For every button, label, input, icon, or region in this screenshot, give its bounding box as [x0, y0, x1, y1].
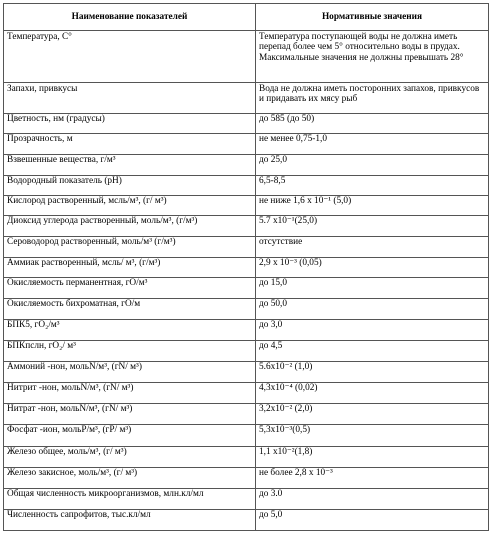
- normative-value: не ниже 1,6 х 10⁻¹ (5,0): [256, 196, 489, 216]
- normative-value: Вода не должна иметь посторонних запахов, привкусов и придавать их мясу рыб: [256, 83, 489, 114]
- table-row: [4, 176, 489, 196]
- indicator-name: Окисляемость бихроматная, гО/м: [4, 299, 256, 320]
- normative-value: до 585 (до 50): [256, 114, 489, 134]
- normative-value: 5,3х10⁻³(0,5): [256, 425, 489, 447]
- normative-value: до 4,5: [256, 341, 489, 362]
- indicator-name: Цветность, нм (градусы): [4, 114, 256, 134]
- normative-value: не менее 0,75-1,0: [256, 134, 489, 155]
- indicator-name: Численность сапрофитов, тыс.кл/мл: [4, 510, 256, 531]
- normative-value: 3,2х10⁻² (2,0): [256, 404, 489, 425]
- normative-value: до 50,0: [256, 299, 489, 320]
- table-row: [4, 468, 489, 489]
- normative-value: не более 2,8 х 10⁻³: [256, 468, 489, 489]
- indicator-name: Взвешенные вещества, г/м³: [4, 155, 256, 176]
- normative-value: до 3.0: [256, 489, 489, 510]
- table-row: [4, 83, 489, 114]
- table-row: [4, 510, 489, 531]
- table-row: [4, 425, 489, 447]
- table-row: [4, 258, 489, 278]
- indicator-name: Окисляемость перманентная, гО/м³: [4, 278, 256, 299]
- normative-value: 5.7 х10⁻¹(25,0): [256, 216, 489, 237]
- table-row: [4, 404, 489, 425]
- header-normative-value: Нормативные значения: [256, 4, 489, 31]
- normative-value: до 3,0: [256, 320, 489, 341]
- normative-value: 2,9 х 10⁻³ (0,05): [256, 258, 489, 278]
- table-header-row: [4, 4, 489, 31]
- indicator-name: Железо закисное, моль/м³, (г/ м³): [4, 468, 256, 489]
- table-row: [4, 362, 489, 383]
- table-row: [4, 383, 489, 404]
- table-row: [4, 299, 489, 320]
- table-row: [4, 237, 489, 258]
- normative-value: 5.6х10⁻² (1,0): [256, 362, 489, 383]
- table-row: [4, 134, 489, 155]
- table-row: [4, 155, 489, 176]
- indicator-name: Диоксид углерода растворенный, моль/м³, (г/м³): [4, 216, 256, 237]
- table-row: [4, 114, 489, 134]
- indicator-name: Железо общее, моль/м³, (г/ м³): [4, 447, 256, 468]
- table-row: [4, 31, 489, 83]
- indicator-name: Кислород растворенный, мсль/м³, (г/ м³): [4, 196, 256, 216]
- table-row: [4, 216, 489, 237]
- normative-value: отсутствие: [256, 237, 489, 258]
- indicator-name: БПК5, гО₂/м³: [4, 320, 256, 341]
- indicator-name: Температура, С°: [4, 31, 256, 83]
- normative-value: до 15,0: [256, 278, 489, 299]
- normative-value: Температура поступающей воды не должна иметь перепад более чем 5° относительно воды в прудах. Максимальные значения не должны превышать 28°: [256, 31, 489, 83]
- water-quality-norms-table: [3, 3, 489, 531]
- indicator-name: Аммоний -нон, мольN/м³, (гN/ м³): [4, 362, 256, 383]
- indicator-name: Прозрачность, м: [4, 134, 256, 155]
- indicator-name: БПКпслн, гО₂/ м³: [4, 341, 256, 362]
- indicator-name: Нитрит -нон, мольN/м³, (гN/ м³): [4, 383, 256, 404]
- table-row: [4, 341, 489, 362]
- table-row: [4, 278, 489, 299]
- indicator-name: Водородный показатель (pH): [4, 176, 256, 196]
- normative-value: 1,1 х10⁻²(1,8): [256, 447, 489, 468]
- table-row: [4, 196, 489, 216]
- indicator-name: Нитрат -нон, мольN/м³, (гN/ м³): [4, 404, 256, 425]
- indicator-name: Запахи, привкусы: [4, 83, 256, 114]
- indicator-name: Аммиак растворенный, мсль/ м³, (г/м³): [4, 258, 256, 278]
- normative-value: до 5,0: [256, 510, 489, 531]
- indicator-name: Фосфат -ион, мольР/м³, (гР/ м³): [4, 425, 256, 447]
- indicator-name: Общая численность микроорганизмов, млн.кл/мл: [4, 489, 256, 510]
- table-row: [4, 489, 489, 510]
- normative-value: 6,5-8,5: [256, 176, 489, 196]
- table-row: [4, 320, 489, 341]
- document-sheet: [3, 3, 488, 531]
- header-indicator-name: Наименование показателей: [4, 4, 256, 31]
- normative-value: до 25,0: [256, 155, 489, 176]
- normative-value: 4,3х10⁻⁴ (0,02): [256, 383, 489, 404]
- indicator-name: Сероводород растворенный, моль/м³ (г/м³): [4, 237, 256, 258]
- table-row: [4, 447, 489, 468]
